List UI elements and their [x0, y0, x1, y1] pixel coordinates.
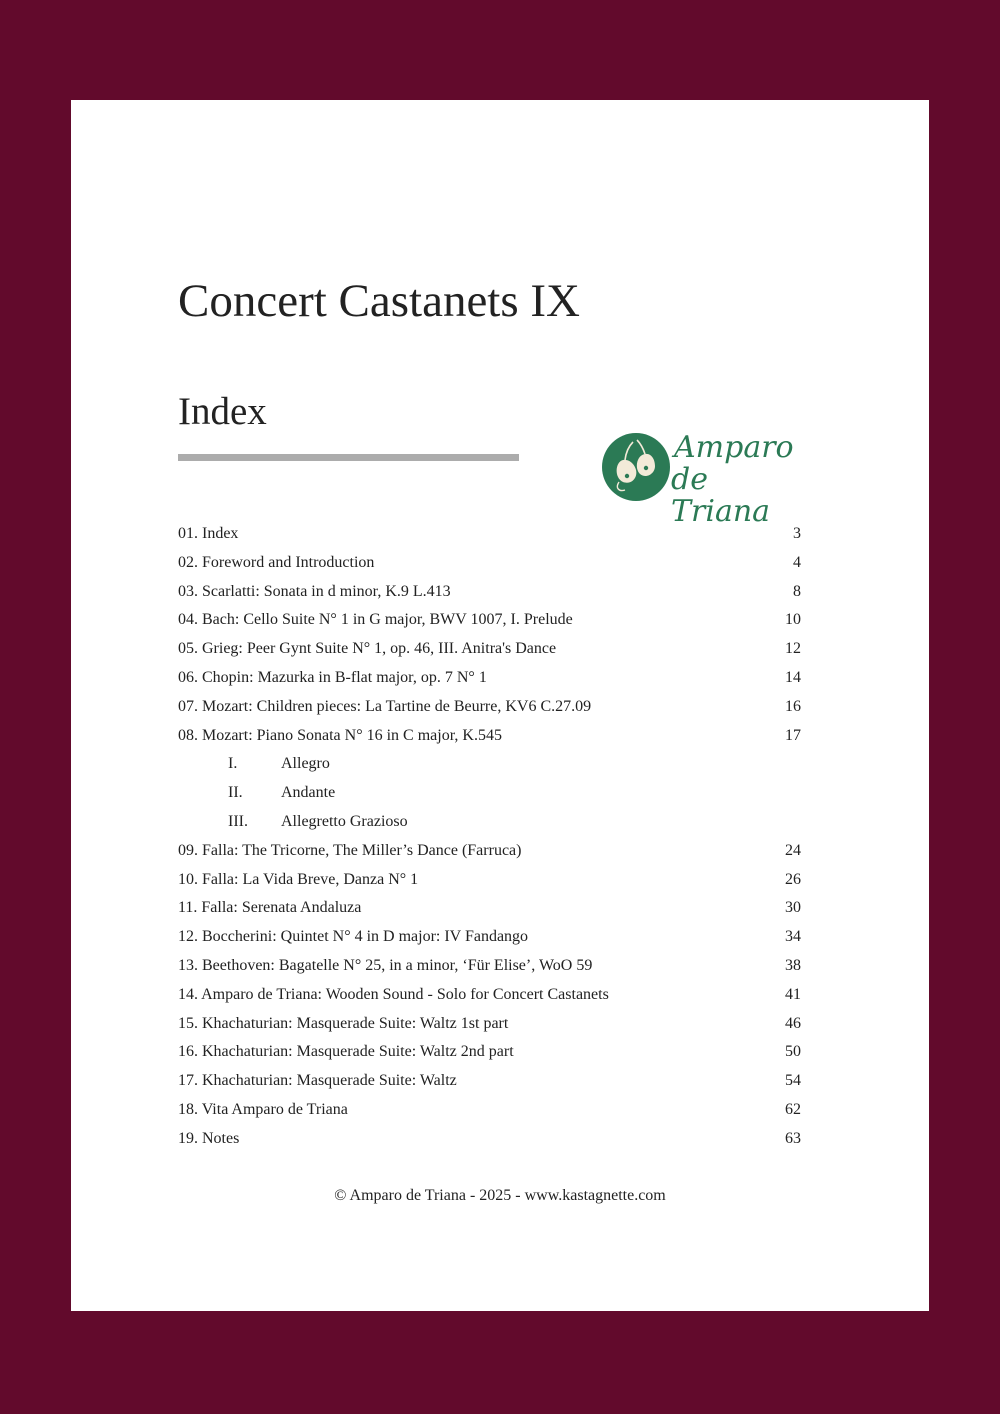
- toc-entry: [178, 578, 801, 607]
- toc-entry-label: Andante: [281, 784, 336, 802]
- logo-line-2: de Triana: [671, 462, 771, 529]
- toc-entry: [178, 1010, 801, 1039]
- toc-entry: [178, 866, 801, 895]
- toc-subentry: [178, 750, 801, 779]
- toc-entry-label: 16. Khachaturian: Masquerade Suite: Waltz 2nd part: [178, 1043, 514, 1061]
- toc-subentry: [178, 779, 801, 808]
- toc-entry: [178, 837, 801, 866]
- toc-page-number: 14: [785, 668, 801, 686]
- table-of-contents: [178, 520, 801, 1154]
- toc-page-number: 54: [785, 1072, 801, 1090]
- toc-page-number: 50: [785, 1043, 801, 1061]
- toc-page-number: 4: [793, 553, 801, 571]
- toc-page-number: 26: [785, 870, 801, 888]
- toc-page-number: 24: [785, 841, 801, 859]
- toc-entry-label: 07. Mozart: Children pieces: La Tartine de Beurre, KV6 C.27.09: [178, 697, 592, 715]
- toc-entry-label: Allegretto Grazioso: [281, 812, 408, 830]
- toc-page-number: 63: [785, 1129, 801, 1147]
- toc-entry-label: 13. Beethoven: Bagatelle N° 25, in a minor, ‘Für Elise’, WoO 59: [178, 956, 593, 974]
- toc-entry-label: 12. Boccherini: Quintet N° 4 in D major: IV Fandango: [178, 928, 529, 946]
- toc-entry: [178, 1038, 801, 1067]
- toc-entry-label: 01. Index: [178, 525, 239, 542]
- toc-entry-label: 14. Amparo de Triana: Wooden Sound - Solo for Concert Castanets: [178, 985, 609, 1003]
- toc-entry: [178, 894, 801, 923]
- toc-roman-numeral: III.: [228, 812, 248, 830]
- index-heading: Index: [178, 390, 267, 433]
- toc-entry-label: 04. Bach: Cello Suite N° 1 in G major, BWV 1007, I. Prelude: [178, 611, 573, 629]
- toc-entry: [178, 664, 801, 693]
- toc-entry: [178, 635, 801, 664]
- logo-wordmark: [671, 432, 801, 528]
- toc-page-number: 3: [793, 525, 801, 542]
- toc-entry-label: 02. Foreword and Introduction: [178, 553, 375, 571]
- toc-entry-label: 19. Notes: [178, 1129, 240, 1147]
- toc-entry-label: Allegro: [281, 755, 330, 773]
- copyright-footer: © Amparo de Triana - 2025 - www.kastagnette.com: [334, 1187, 666, 1204]
- toc-page-number: 16: [785, 697, 801, 715]
- toc-entry-label: 06. Chopin: Mazurka in B-flat major, op. 7 N° 1: [178, 668, 487, 686]
- toc-entry: [178, 606, 801, 635]
- toc-entry-label: 18. Vita Amparo de Triana: [178, 1100, 348, 1118]
- toc-page-number: 34: [785, 928, 801, 946]
- toc-page-number: 30: [785, 899, 801, 917]
- toc-entry-label: 17. Khachaturian: Masquerade Suite: Waltz: [178, 1072, 457, 1090]
- toc-entry: [178, 981, 801, 1010]
- toc-page-number: 17: [785, 726, 801, 744]
- toc-page-number: 38: [785, 956, 801, 974]
- logo-line-1: Amparo: [674, 430, 794, 465]
- toc-subentry: [178, 808, 801, 837]
- toc-entry: [178, 1096, 801, 1125]
- toc-roman-numeral: I.: [228, 755, 238, 773]
- toc-entry-label: 09. Falla: The Tricorne, The Miller’s Dance (Farruca): [178, 841, 522, 859]
- toc-entry-label: 03. Scarlatti: Sonata in d minor, K.9 L.413: [178, 582, 451, 600]
- toc-entry-label: 10. Falla: La Vida Breve, Danza N° 1: [178, 870, 419, 888]
- castanets-icon: [601, 432, 671, 502]
- toc-entry: [178, 952, 801, 981]
- toc-entry: [178, 1125, 801, 1154]
- toc-entry-label: 11. Falla: Serenata Andaluza: [178, 899, 362, 917]
- toc-roman-numeral: II.: [228, 784, 243, 802]
- toc-page-number: 12: [785, 640, 801, 658]
- toc-page-number: 41: [785, 985, 801, 1003]
- toc-page-number: 62: [785, 1100, 801, 1118]
- toc-page-number: 46: [785, 1014, 801, 1032]
- amparo-de-triana-logo: [601, 430, 801, 529]
- toc-entry-label: 05. Grieg: Peer Gynt Suite N° 1, op. 46, III. Anitra's Dance: [178, 640, 557, 658]
- heading-rule: [178, 454, 519, 461]
- toc-entry: [178, 520, 801, 549]
- toc-entry: [178, 549, 801, 578]
- toc-page-number: 8: [793, 582, 801, 600]
- toc-entry-label: 08. Mozart: Piano Sonata N° 16 in C major, K.545: [178, 726, 502, 744]
- toc-entry-label: 15. Khachaturian: Masquerade Suite: Waltz 1st part: [178, 1014, 509, 1032]
- toc-entry: [178, 722, 801, 751]
- document-page: [71, 100, 929, 1311]
- toc-entry: [178, 693, 801, 722]
- toc-page-number: 10: [785, 611, 801, 629]
- document-title: Concert Castanets IX: [178, 275, 581, 327]
- toc-entry: [178, 1067, 801, 1096]
- toc-entry: [178, 923, 801, 952]
